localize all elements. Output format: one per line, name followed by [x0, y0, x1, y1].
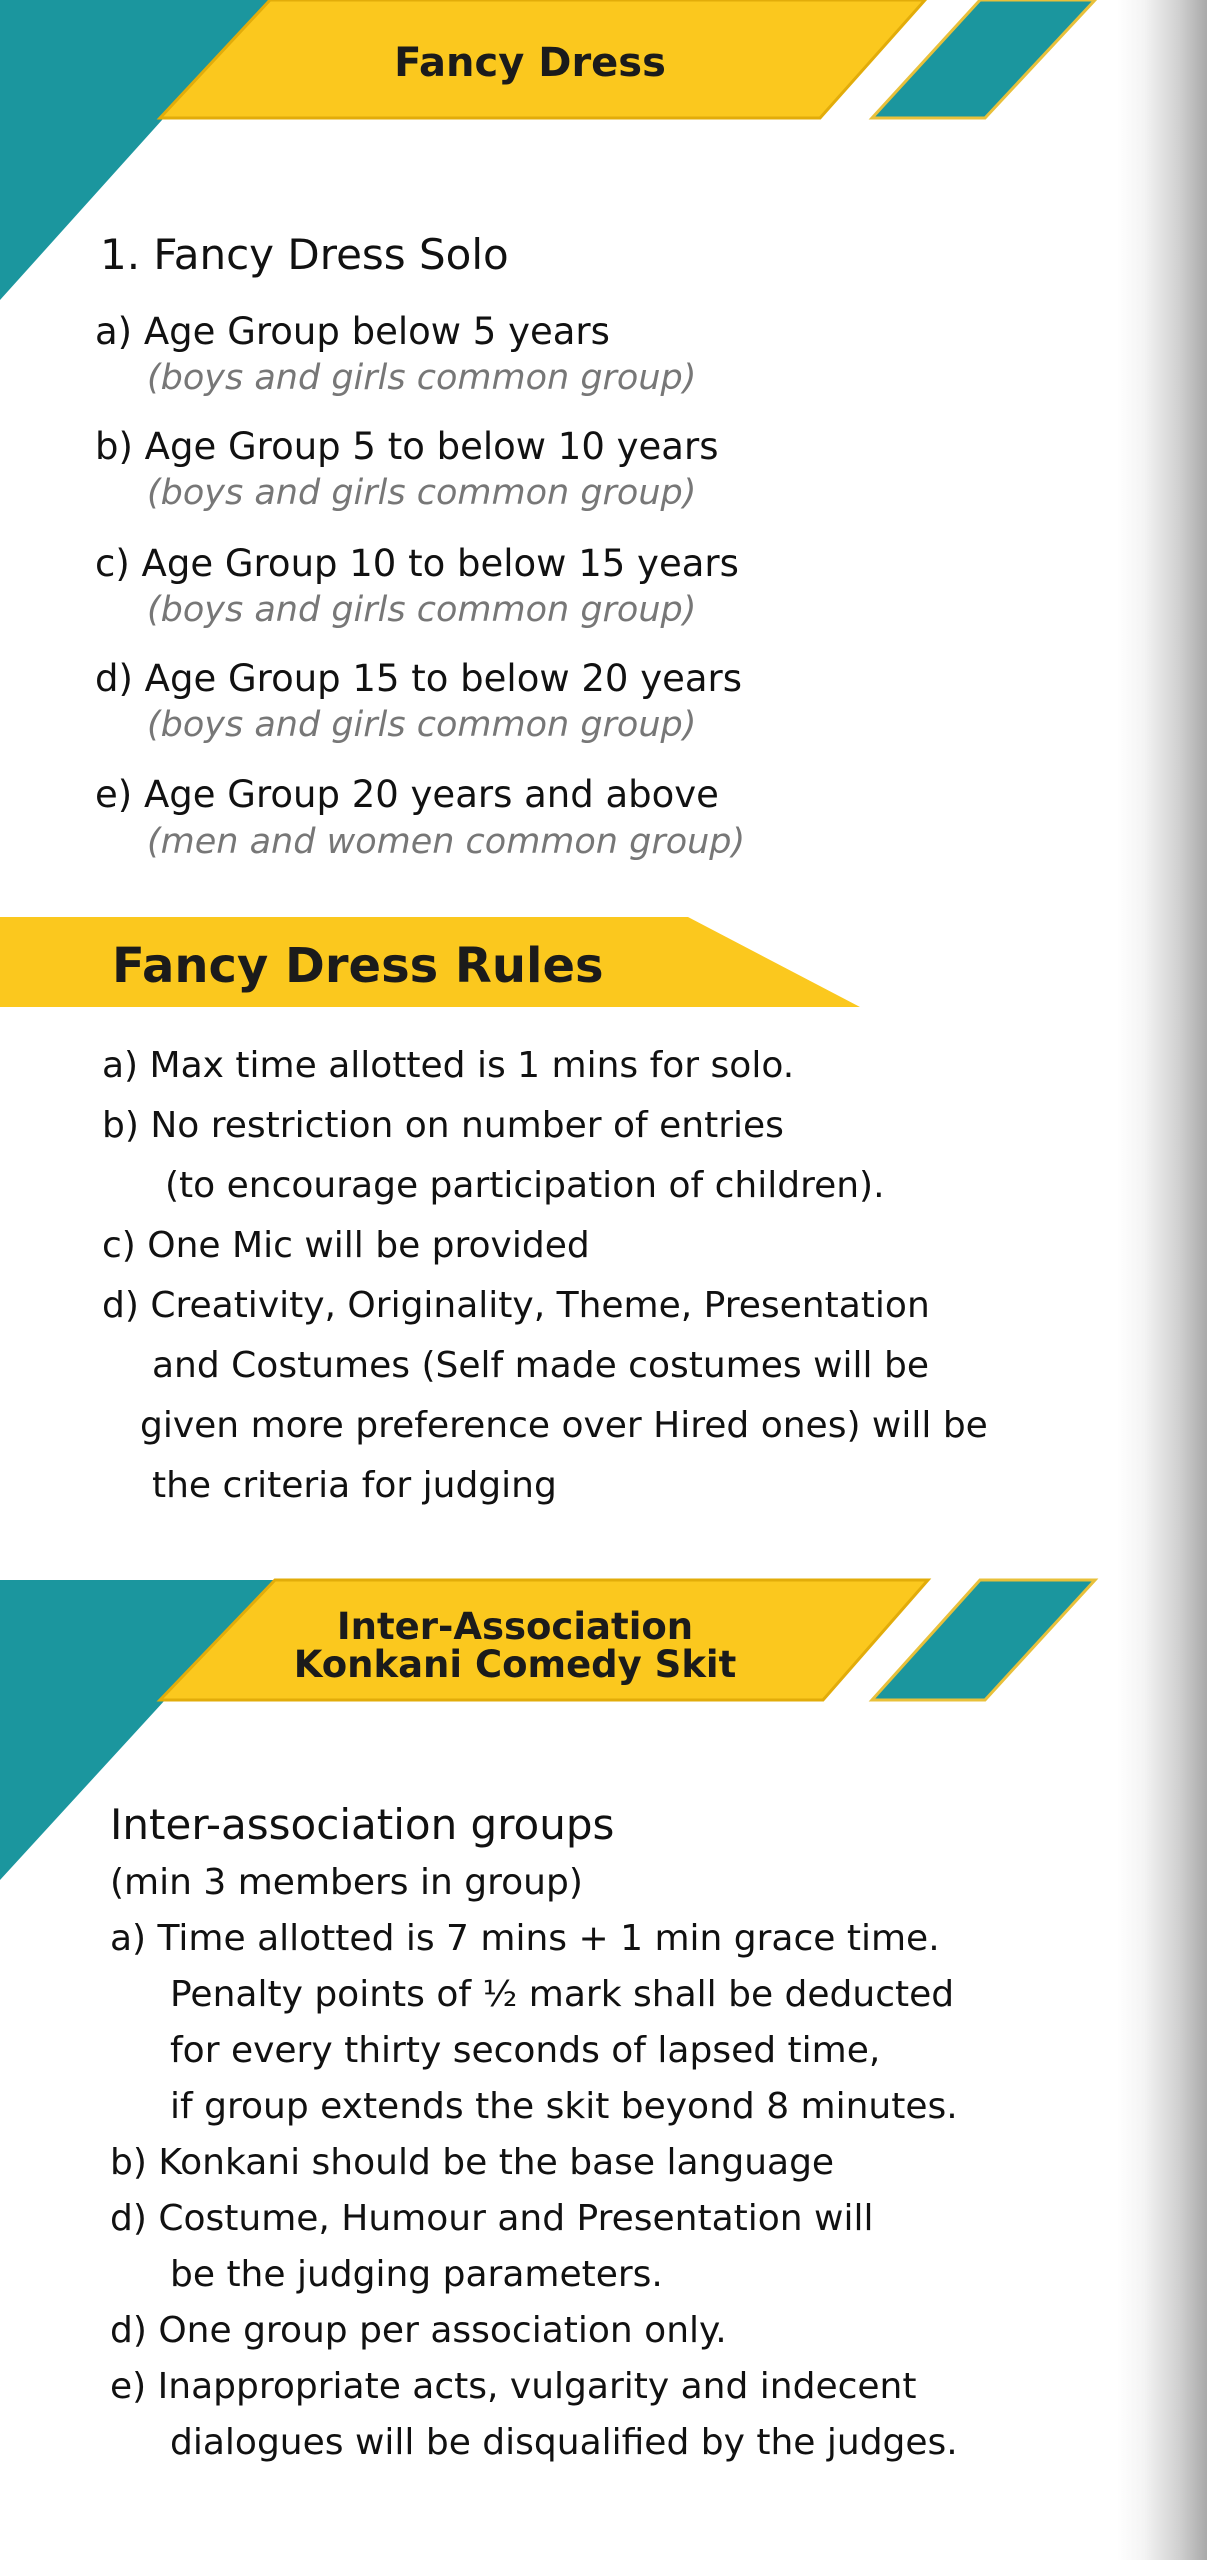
rules-title: Fancy Dress Rules: [112, 938, 604, 994]
rule-line: given more preference over Hired ones) will be: [140, 1405, 988, 1446]
skit-rule-line: be the judging parameters.: [170, 2254, 663, 2295]
age-group-note: (boys and girls common group): [147, 705, 697, 745]
comedy-skit-banner-title-line2: Konkani Comedy Skit: [293, 1643, 737, 1686]
skit-rule-line: dialogues will be disqualified by the judges.: [170, 2422, 958, 2463]
age-group-item: d) Age Group 15 to below 20 years: [95, 657, 743, 700]
skit-rule-line: if group extends the skit beyond 8 minutes.: [170, 2086, 958, 2127]
skit-rule-line: d) One group per association only.: [110, 2310, 727, 2351]
age-group-note: (men and women common group): [147, 822, 746, 862]
rule-line: b) No restriction on number of entries: [102, 1105, 784, 1146]
rule-line: the criteria for judging: [152, 1465, 557, 1506]
age-group-note: (boys and girls common group): [147, 473, 697, 513]
skit-rule-line: b) Konkani should be the base language: [110, 2142, 835, 2183]
fancy-dress-banner-title: Fancy Dress: [394, 40, 666, 86]
skit-rule-line: d) Costume, Humour and Presentation will: [110, 2198, 874, 2239]
skit-rule-line: Penalty points of ½ mark shall be deducted: [170, 1974, 955, 2015]
age-group-note: (boys and girls common group): [147, 590, 697, 630]
page-edge-shadow: [1117, 0, 1207, 2560]
group-size-note: (min 3 members in group): [110, 1862, 583, 1903]
rule-line: a) Max time allotted is 1 mins for solo.: [102, 1045, 795, 1086]
age-group-note: (boys and girls common group): [147, 358, 697, 398]
skit-rule-line: a) Time allotted is 7 mins + 1 min grace time.: [110, 1918, 940, 1959]
skit-rule-line: for every thirty seconds of lapsed time,: [170, 2030, 881, 2071]
section-heading: Inter-association groups: [110, 1800, 615, 1849]
section-heading: 1. Fancy Dress Solo: [100, 230, 509, 279]
skit-rule-line: e) Inappropriate acts, vulgarity and indecent: [110, 2366, 917, 2407]
age-group-item: b) Age Group 5 to below 10 years: [95, 425, 719, 468]
age-group-item: a) Age Group below 5 years: [95, 310, 610, 353]
rule-line: and Costumes (Self made costumes will be: [152, 1345, 929, 1386]
age-group-item: c) Age Group 10 to below 15 years: [95, 542, 739, 585]
age-group-item: e) Age Group 20 years and above: [95, 773, 719, 816]
rule-line: d) Creativity, Originality, Theme, Presentation: [102, 1285, 930, 1326]
comedy-skit-banner-title-line1: Inter-Association: [336, 1605, 694, 1648]
rule-line: c) One Mic will be provided: [102, 1225, 590, 1266]
rule-line: (to encourage participation of children).: [165, 1165, 885, 1206]
